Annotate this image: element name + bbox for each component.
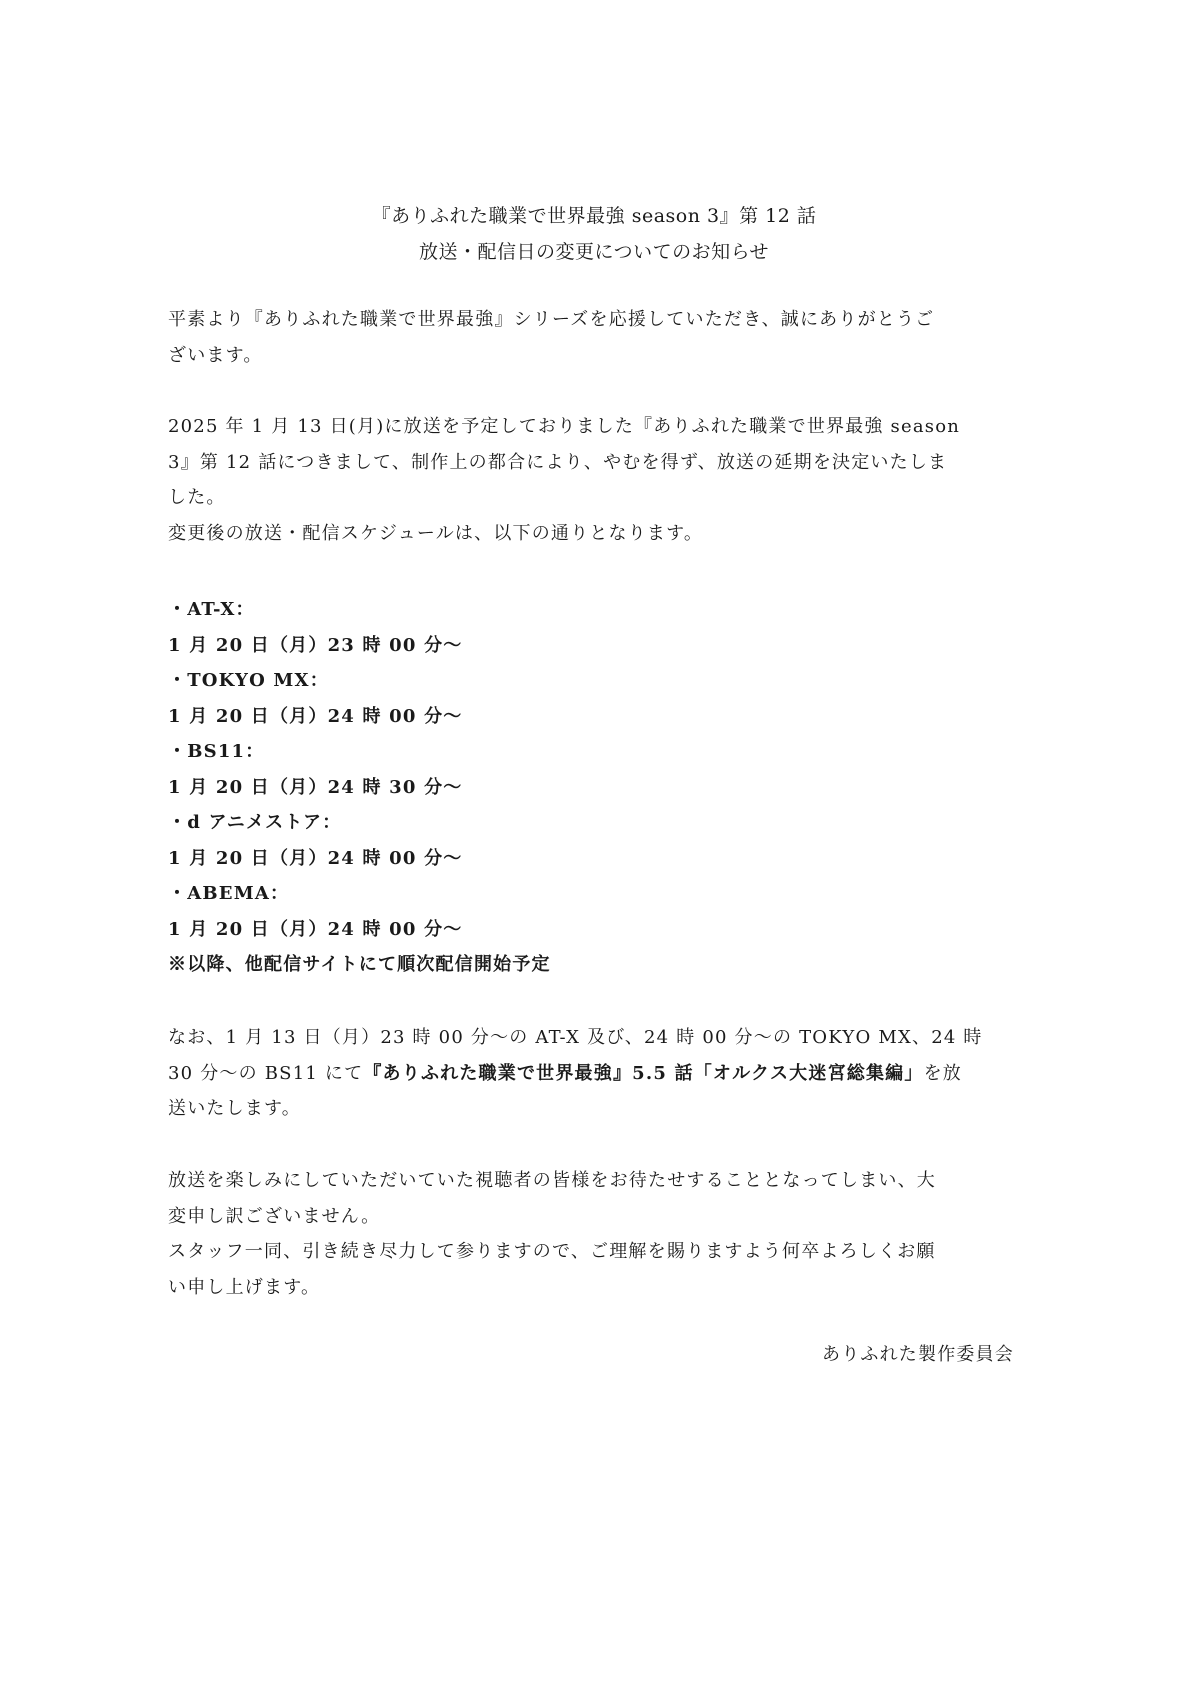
announcement-line: 3』第 12 話につきまして、制作上の都合により、やむを得ず、放送の延期を決定いたしま: [168, 451, 948, 473]
apology-paragraph: [168, 1163, 1014, 1305]
schedule-time-atx: 1 月 20 日（月）23 時 00 分～: [168, 634, 463, 656]
schedule-channel-abema: ・ABEMA：: [168, 883, 290, 904]
schedule-channel-tokyomx: ・TOKYO MX：: [168, 670, 329, 691]
schedule-channel-bs11: ・BS11：: [168, 741, 265, 762]
announcement-line: した。: [168, 487, 226, 508]
schedule-time-bs11: 1 月 20 日（月）24 時 30 分～: [168, 776, 463, 798]
recap-text: 30 分～の BS11 にて: [168, 1062, 364, 1084]
schedule-time-tokyomx: 1 月 20 日（月）24 時 00 分～: [168, 705, 463, 727]
document-title: [0, 198, 1188, 270]
recap-line: [168, 1056, 1014, 1092]
apology-line: い申し上げます。: [168, 1276, 321, 1298]
title-line-2: 放送・配信日の変更についてのお知らせ: [418, 241, 770, 263]
announcement-paragraph: [168, 409, 1014, 551]
schedule-time-abema: 1 月 20 日（月）24 時 00 分～: [168, 918, 463, 940]
signature: ありふれた製作委員会: [822, 1344, 1014, 1365]
apology-line: スタッフ一同、引き続き尽力して参りますので、ご理解を賜りますよう何卒よろしくお願: [168, 1241, 936, 1262]
schedule-list: [168, 592, 1014, 983]
greeting-line: ざいます。: [168, 344, 263, 366]
announcement-line: 2025 年 1 月 13 日(月)に放送を予定しておりました『ありふれた職業で世界最強 season: [168, 416, 961, 437]
recap-episode-title: 『ありふれた職業で世界最強』5.5 話「オルクス大迷宮総集編」: [363, 1062, 924, 1084]
greeting-paragraph: [168, 302, 1014, 373]
announcement-line: 変更後の放送・配信スケジュールは、以下の通りとなります。: [168, 522, 704, 544]
schedule-time-danime: 1 月 20 日（月）24 時 00 分～: [168, 847, 463, 869]
schedule-note: ※以降、他配信サイトにて順次配信開始予定: [168, 954, 551, 975]
apology-line: 放送を楽しみにしていただいていた視聴者の皆様をお待たせすることとなってしまい、大: [168, 1170, 936, 1191]
recap-text: を放: [923, 1062, 962, 1084]
greeting-line: 平素より『ありふれた職業で世界最強』シリーズを応援していただき、誠にありがとうご: [168, 309, 935, 330]
title-line-1: 『ありふれた職業で世界最強 season 3』第 12 話: [371, 205, 817, 227]
schedule-channel-atx: ・AT-X：: [168, 599, 255, 620]
recap-notice-paragraph: [168, 1020, 1014, 1127]
schedule-channel-danime: ・d アニメストア：: [168, 812, 342, 833]
apology-line: 変申し訳ございません。: [168, 1205, 381, 1227]
recap-line: 送いたします。: [168, 1098, 301, 1119]
recap-line: なお、1 月 13 日（月）23 時 00 分～の AT-X 及び、24 時 00 分～の TOKYO MX、24 時: [168, 1027, 983, 1048]
